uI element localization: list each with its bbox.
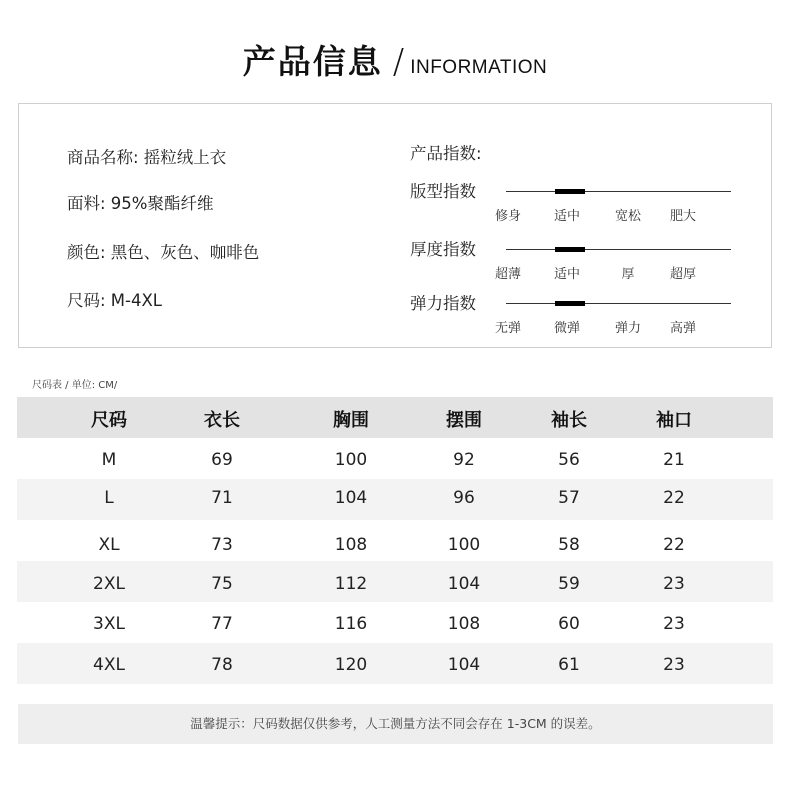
table-cell: 4XL [93,655,125,675]
table-cell: 104 [334,488,368,508]
index-option: 宽松 [614,209,641,224]
index-option: 无弹 [494,321,521,336]
product-sizes: 尺码: M-4XL [67,291,162,310]
index-scale-line [506,191,731,192]
table-cell: 104 [447,574,481,594]
table-row [17,643,773,684]
index-option: 弹力 [614,321,641,336]
table-cell: 116 [334,614,368,634]
product-info-box [18,103,772,348]
table-cell: 92 [453,450,475,470]
header-length: 衣长 [204,410,240,431]
header-cuff: 袖口 [656,410,692,431]
index-option: 超厚 [669,267,696,282]
size-table [17,397,773,684]
header-bust: 胸围 [333,410,369,431]
index-option: 高弹 [669,321,696,336]
table-cell: 69 [211,450,233,470]
table-cell: 100 [334,450,368,470]
index-option: 肥大 [669,209,696,224]
header-hem: 摆围 [446,410,482,431]
table-cell: 3XL [93,614,125,634]
table-cell: 108 [447,614,481,634]
header-sleeve: 袖长 [551,410,587,431]
fit-index [410,178,750,228]
table-cell: 75 [211,574,233,594]
elasticity-index [410,290,750,340]
table-cell: 23 [663,614,685,634]
table-cell: 61 [558,655,580,675]
index-marker [555,247,585,252]
table-row [17,438,773,479]
index-scale-line [506,249,731,250]
index-option: 厚 [621,267,635,282]
index-option: 适中 [553,209,580,224]
table-cell: 23 [663,655,685,675]
table-cell: 22 [663,535,685,555]
thickness-index [410,236,750,286]
index-option: 修身 [494,209,521,224]
index-title: 产品指数: [410,144,482,163]
header-size: 尺码 [91,410,127,431]
index-marker [555,189,585,194]
index-label: 版型指数 [410,182,476,201]
title-slash: / [392,42,405,82]
table-cell: 120 [334,655,368,675]
index-option: 微弹 [553,321,580,336]
product-name: 商品名称: 摇粒绒上衣 [67,148,227,167]
size-table-note: 尺码表 / 单位: CM/ [32,380,118,391]
table-cell: 57 [558,488,580,508]
index-label: 厚度指数 [410,240,476,259]
table-cell: 78 [211,655,233,675]
table-cell: 58 [558,535,580,555]
title-chinese: 产品信息 [242,42,383,81]
product-fabric: 面料: 95%聚酯纤维 [67,194,214,213]
table-cell: XL [98,535,120,555]
table-cell: 59 [558,574,580,594]
table-row [17,602,773,643]
measurement-tip: 温馨提示：尺码数据仅供参考，人工测量方法不同会存在 1-3CM 的误差。 [18,704,773,744]
index-option: 超薄 [494,267,521,282]
table-cell: 112 [334,574,368,594]
table-cell: 56 [558,450,580,470]
table-cell: L [104,488,114,508]
table-cell: 71 [211,488,233,508]
table-cell: 2XL [93,574,125,594]
index-option: 适中 [553,267,580,282]
title-english: INFORMATION [410,57,548,78]
index-scale-line [506,303,731,304]
table-cell: 104 [447,655,481,675]
table-cell: 77 [211,614,233,634]
page-title [0,36,790,83]
table-cell: 23 [663,574,685,594]
table-cell: 108 [334,535,368,555]
table-cell: M [101,450,117,470]
table-cell: 21 [663,450,685,470]
table-cell: 96 [453,488,475,508]
product-colors: 颜色: 黑色、灰色、咖啡色 [67,243,260,262]
table-header-row [17,397,773,438]
table-cell: 73 [211,535,233,555]
index-label: 弹力指数 [410,294,476,313]
table-cell: 100 [447,535,481,555]
table-cell: 22 [663,488,685,508]
table-cell: 60 [558,614,580,634]
table-row [17,479,773,520]
table-row [17,520,773,561]
index-marker [555,301,585,306]
table-row [17,561,773,602]
